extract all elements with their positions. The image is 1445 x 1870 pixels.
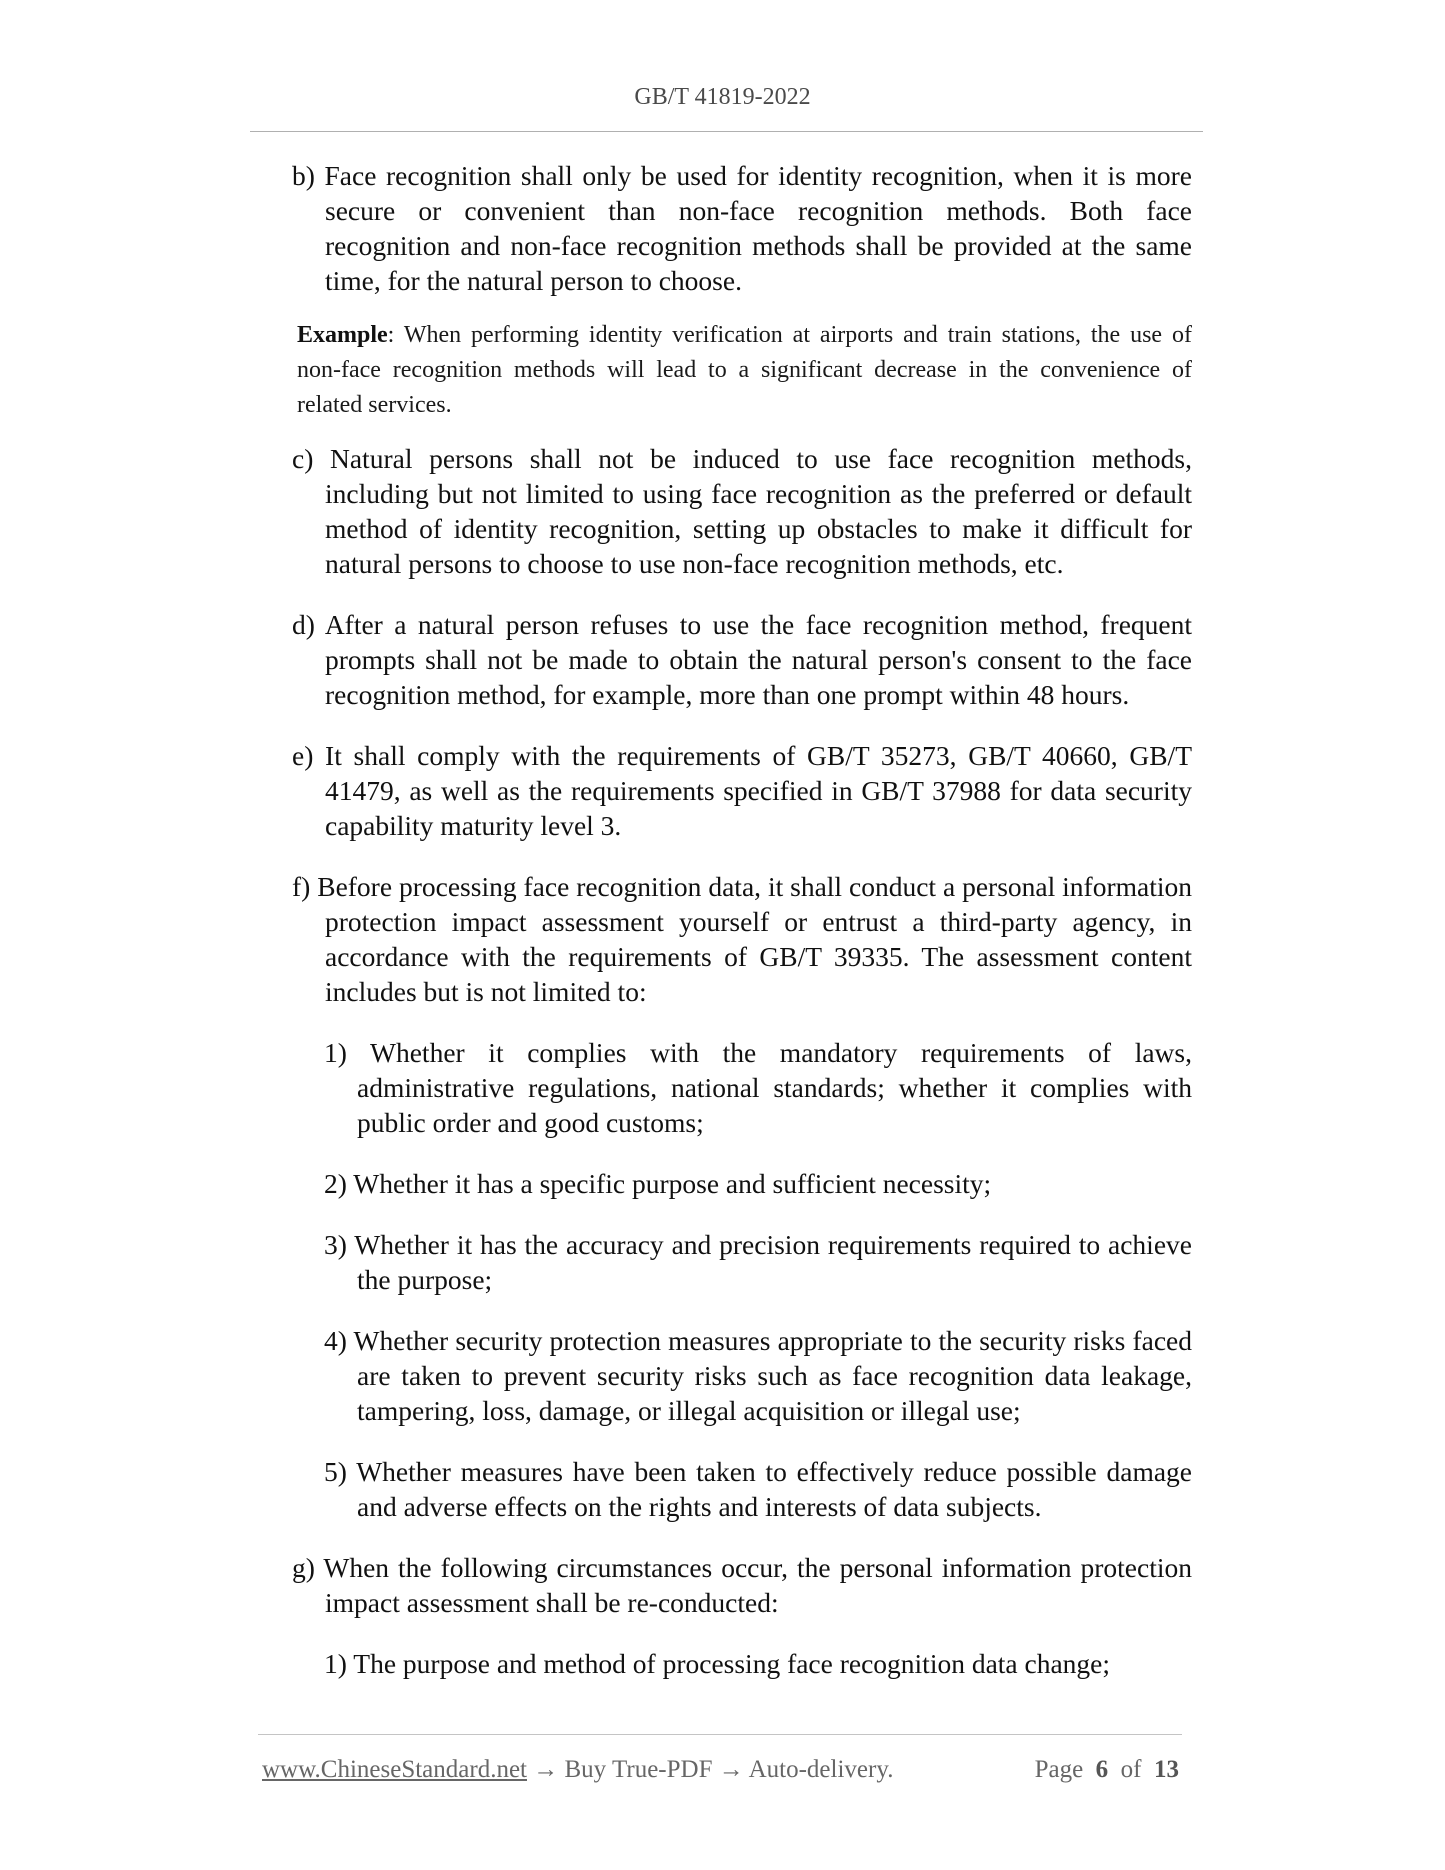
document-body — [292, 158, 1192, 1707]
clause-f: f) Before processing face recognition data, it shall conduct a personal information protection impact assessment yourself or entrust a third-party agency, in accordance with the requirements of GB/T 39335. The assessment content includes but is not limited to: — [292, 871, 1192, 1007]
current-page-number: 6 — [1095, 1756, 1109, 1783]
arrow-right-icon: → — [718, 1756, 744, 1783]
page-header-title: GB/T 41819-2022 — [634, 84, 811, 110]
chinesestandard-link[interactable]: www.ChineseStandard.net — [262, 1756, 527, 1783]
clause-b: b) Face recognition shall only be used for identity recognition, when it is more secure or convenient than non-face recognition methods. Both face recognition and non-face recognition methods shall be provided at the same time, for the natural person to choose. — [292, 160, 1192, 296]
buy-true-pdf-text: Buy True-PDF — [564, 1756, 713, 1783]
clause-g: g) When the following circumstances occur, the personal information protection impact assessment shall be re-conducted: — [292, 1552, 1192, 1618]
total-pages-number: 13 — [1154, 1756, 1179, 1783]
clause-f-5: 5) Whether measures have been taken to effectively reduce possible damage and adverse effects on the rights and interests of data subjects. — [324, 1456, 1192, 1522]
clause-f-3: 3) Whether it has the accuracy and precision requirements required to achieve the purpose; — [324, 1229, 1192, 1295]
clause-f-1: 1) Whether it complies with the mandatory requirements of laws, administrative regulations, national standards; whether it complies with public order and good customs; — [324, 1037, 1192, 1138]
example-text: : When performing identity verification at airports and train stations, the use of non-face recognition methods will lead to a significant decrease in the convenience of related services. — [297, 322, 1192, 418]
arrow-right-icon: → — [533, 1756, 559, 1783]
example-note — [297, 318, 1192, 423]
clause-f-4: 4) Whether security protection measures appropriate to the security risks faced are taken to prevent security risks such as face recognition data leakage, tampering, loss, damage, or illegal acquisition or illegal use; — [324, 1325, 1192, 1426]
clause-f-2: 2) Whether it has a specific purpose and sufficient necessity; — [324, 1168, 992, 1199]
clause-c: c) Natural persons shall not be induced to use face recognition methods, including but not limited to using face recognition as the preferred or default method of identity recognition, setting up obstacles to make it difficult for natural persons to choose to use non-face recognition methods, etc. — [292, 443, 1192, 579]
footer-divider — [258, 1734, 1182, 1735]
footer-promo — [262, 1756, 893, 1784]
page-counter — [1035, 1756, 1179, 1784]
clause-d: d) After a natural person refuses to use the face recognition method, frequent prompts shall not be made to obtain the natural person's consent to the face recognition method, for example, more than one prompt within 48 hours. — [292, 609, 1192, 710]
page-label: Page — [1034, 1756, 1084, 1783]
auto-delivery-text: Auto-delivery. — [748, 1756, 894, 1783]
of-label: of — [1120, 1756, 1142, 1783]
header-divider — [250, 131, 1203, 132]
example-label: Example — [297, 322, 388, 348]
clause-e: e) It shall comply with the requirements of GB/T 35273, GB/T 40660, GB/T 41479, as well as the requirements specified in GB/T 37988 for data security capability maturity level 3. — [292, 740, 1192, 841]
clause-g-1: 1) The purpose and method of processing face recognition data change; — [324, 1648, 1111, 1679]
